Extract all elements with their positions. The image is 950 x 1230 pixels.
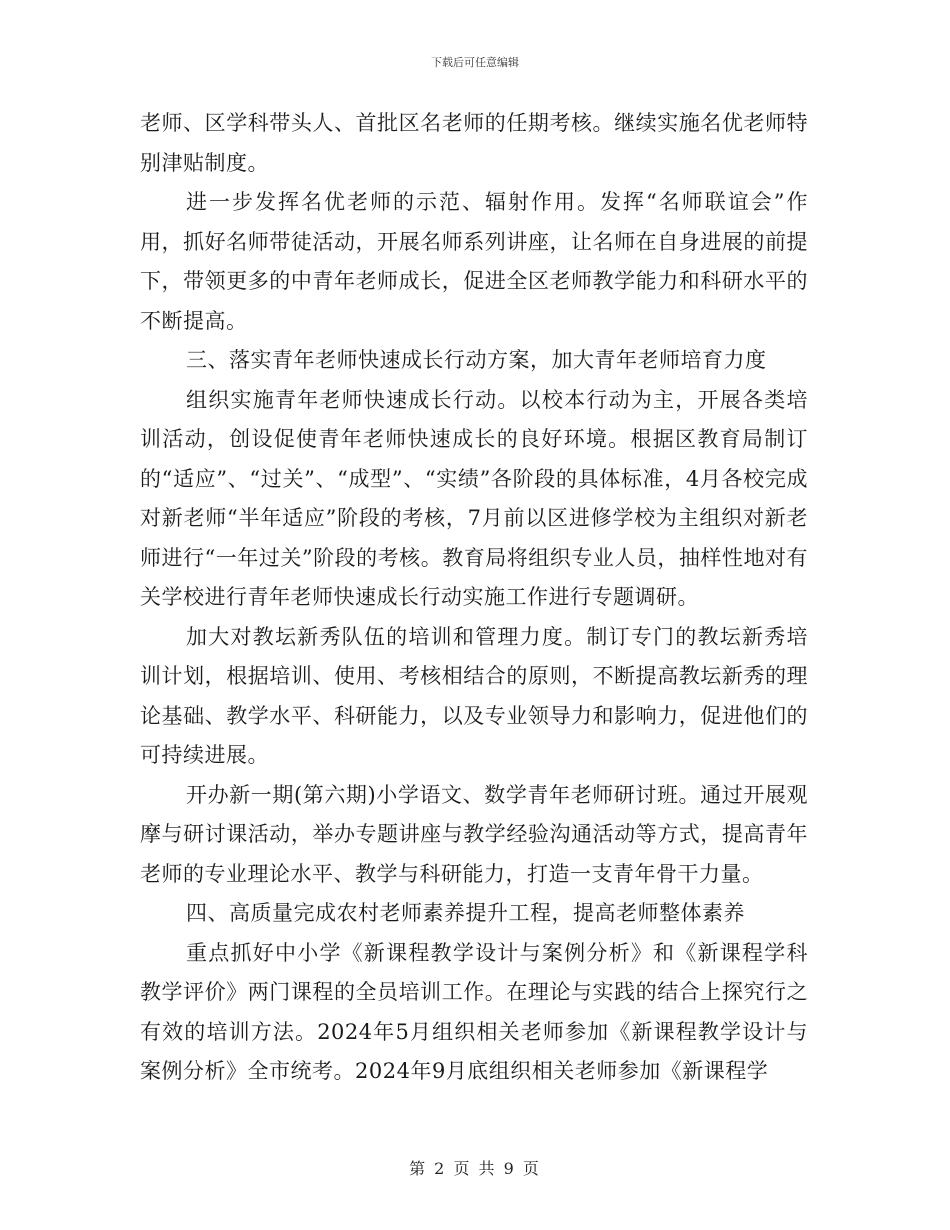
paragraph-8: 重点抓好中小学《新课程教学设计与案例分析》和《新课程学科教学评价》两门课程的全员培训工作。在理论与实践的结合上探究行之有效的培训方法。2024年5月组织相关老师参加《新课程教学设计与案例分析》全市统考。2024年9月底组织相关老师参加《新课程学	[140, 940, 808, 1083]
paragraph-5: 加大对教坛新秀队伍的培训和管理力度。制订专门的教坛新秀培训计划，根据培训、使用、考核相结合的原则，不断提高教坛新秀的理论基础、教学水平、科研能力，以及专业领导力和影响力，促进他们的可持续进展。	[140, 624, 808, 767]
header-note: 下载后可任意编辑	[431, 56, 519, 69]
paragraph-1: 老师、区学科带头人、首批区名老师的任期考核。继续实施名优老师特别津贴制度。	[140, 111, 808, 175]
section-heading-4: 四、高质量完成农村老师素养提升工程，提高老师整体素养	[186, 901, 745, 925]
page-number-footer: 第 2 页 共 9 页	[409, 1159, 541, 1178]
paragraph-2: 进一步发挥名优老师的示范、辐射作用。发挥“名师联谊会”作用，抓好名师带徒活动，开展名师系列讲座，让名师在自身进展的前提下，带领更多的中青年老师成长，促进全区老师教学能力和科研水平的不断提高。	[140, 190, 808, 333]
paragraph-4: 组织实施青年老师快速成长行动。以校本行动为主，开展各类培训活动，创设促使青年老师快速成长的良好环境。根据区教育局制订的“适应”、“过关”、“成型”、“实绩”各阶段的具体标准，4月各校完成对新老师“半年适应”阶段的考核，7月前以区进修学校为主组织对新老师进行“一年过关”阶段的考核。教育局将组织专业人员，抽样性地对有关学校进行青年老师快速成长行动实施工作进行专题调研。	[140, 387, 808, 609]
paragraph-6: 开办新一期(第六期)小学语文、数学青年老师研讨班。通过开展观摩与研讨课活动，举办专题讲座与教学经验沟通活动等方式，提高青年老师的专业理论水平、教学与科研能力，打造一支青年骨干力量。	[140, 782, 808, 886]
section-heading-3: 三、落实青年老师快速成长行动方案，加大青年老师培育力度	[186, 348, 767, 372]
document-body	[140, 104, 808, 1092]
